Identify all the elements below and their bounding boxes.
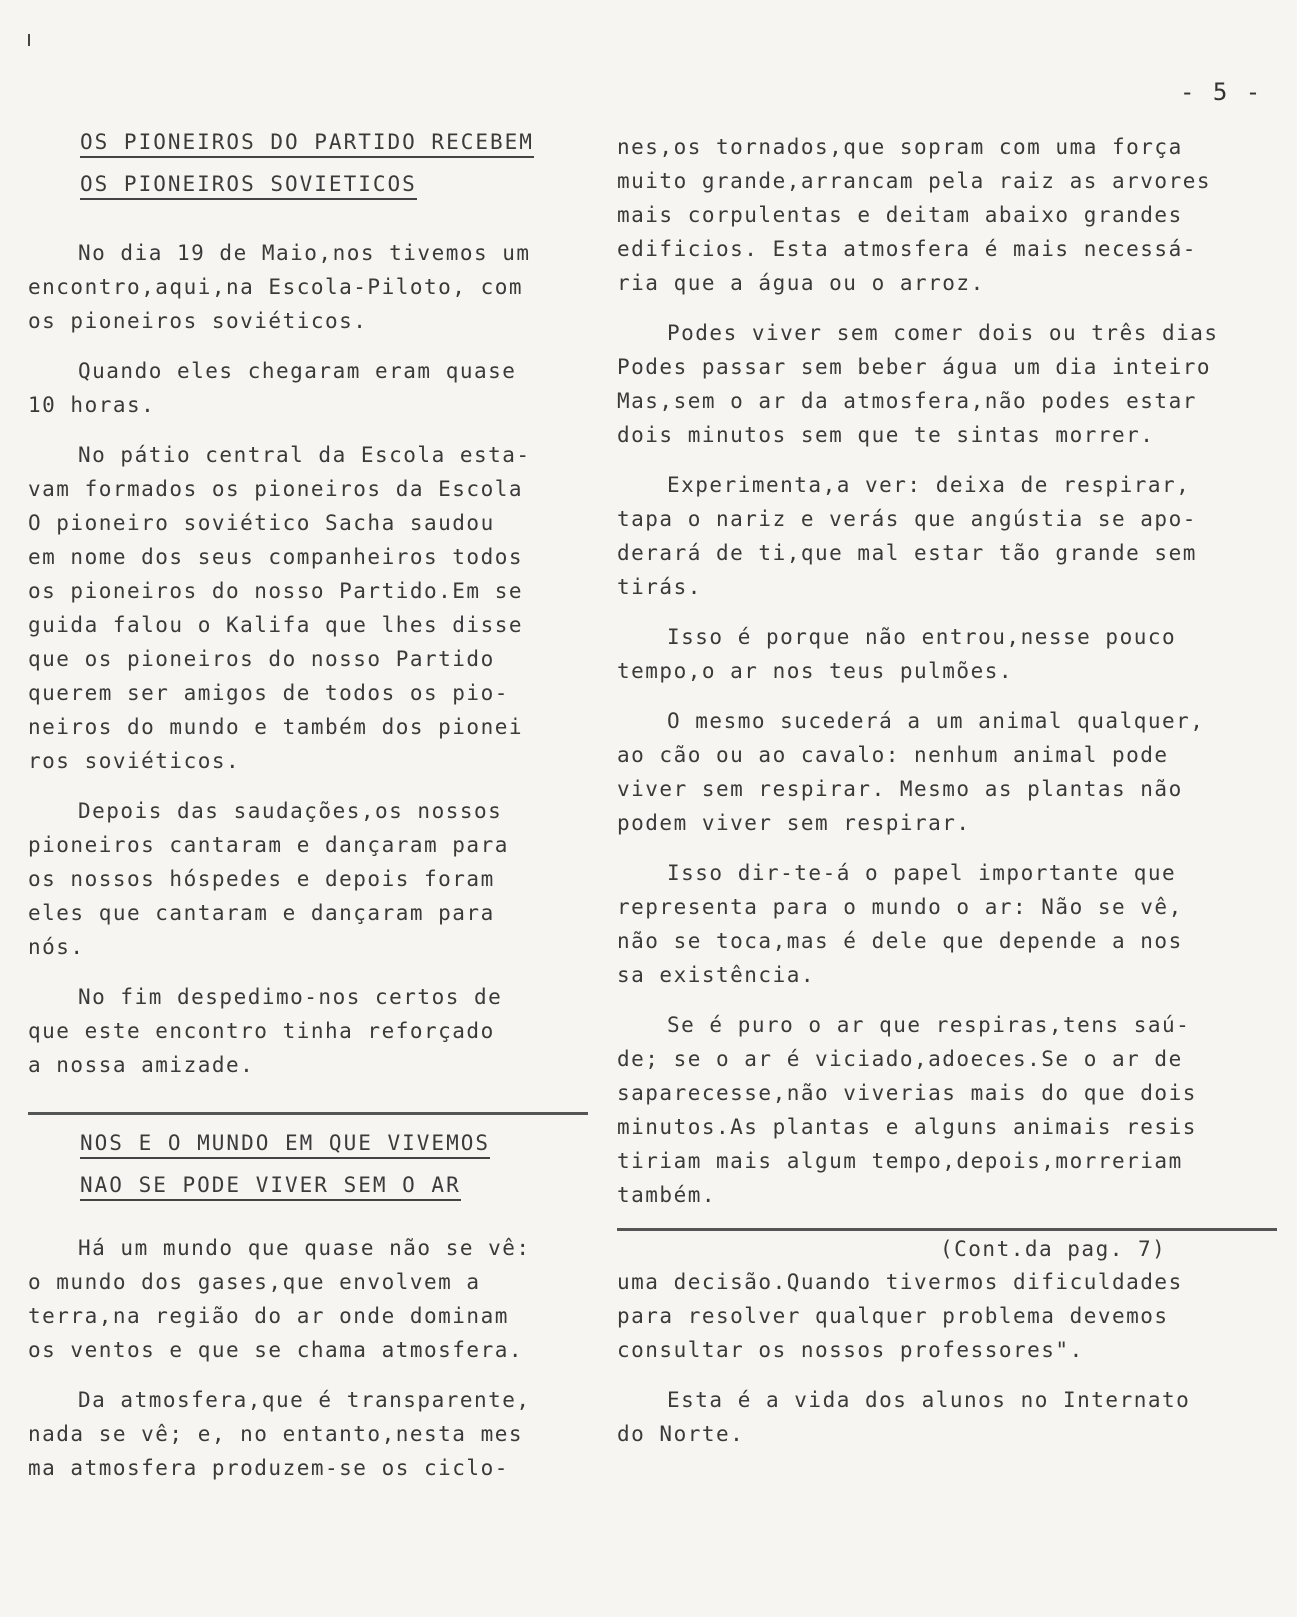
margin-mark [28,34,30,46]
right-column [617,130,1277,1467]
final-paragraph: Esta é a vida dos alunos no Internato do Norte. [617,1388,1191,1446]
left-column [28,130,588,1501]
paragraph: Depois das saudações,os nossos pioneiros cantaram e dançaram para os nossos hóspedes e depois foram eles que cantaram e dançaram para nós. [28,799,509,959]
section-divider [617,1228,1277,1231]
paragraph: Da atmosfera,que é transparente, nada se vê; e, no entanto,nesta mes ma atmosfera produzem-se os ciclo- [28,1388,531,1480]
paragraph: Experimenta,a ver: deixa de respirar, tapa o nariz e verás que angústia se apo- derará de ti,que mal estar tão grande sem tirás. [617,473,1197,599]
paragraph: No pátio central da Escola esta- vam formados os pioneiros da Escola O pioneiro soviético Sacha saudou em nome dos seus companheiros todos os pioneiros do nosso Partido.Em se guida falou o Kalifa que lhes disse que os pioneiros do nosso Partido querem ser amigos de todos os pio- neiros do mundo e também dos pionei ros soviéticos. [28,443,531,773]
article-heading-line2: OS PIONEIROS SOVIETICOS [80,172,417,200]
article-mundo [28,1131,588,1485]
continuation-paragraph: nes,os tornados,que sopram com uma força muito grande,arrancam pela raiz as arvores mais corpulentas e deitam abaixo grandes edificios. Esta atmosfera é mais necessá- ria que a água ou o arroz. [617,135,1212,295]
paragraph: No dia 19 de Maio,nos tivemos um encontro,aqui,na Escola-Piloto, com os pioneiros soviéticos. [28,241,531,333]
paragraph: Se é puro o ar que respiras,tens saú- de; se o ar é viciado,adoeces.Se o ar de saparecesse,não viverias mais do que dois minutos.As plantas e alguns animais resis tiriam mais algum tempo,depois,morreriam também. [617,1013,1197,1207]
paragraph: O mesmo sucederá a um animal qualquer, ao cão ou ao cavalo: nenhum animal pode viver sem respirar. Mesmo as plantas não podem viver sem respirar. [617,709,1205,835]
article-heading-line2: NAO SE PODE VIVER SEM O AR [80,1173,461,1201]
paragraph: Há um mundo que quase não se vê: o mundo dos gases,que envolvem a terra,na região do ar onde dominam os ventos e que se chama atmosfera. [28,1236,531,1362]
page-number: - 5 - [1180,78,1263,106]
continuation-reference: (Cont.da pag. 7) [940,1237,1167,1261]
paragraph: Isso é porque não entrou,nesse pouco tempo,o ar nos teus pulmões. [617,625,1177,683]
paragraph: Isso dir-te-á o papel importante que representa para o mundo o ar: Não se vê, não se toca,mas é dele que depende a nos sa existência. [617,861,1183,987]
article-heading-line1: NOS E O MUNDO EM QUE VIVEMOS [80,1131,490,1159]
paragraph: Podes viver sem comer dois ou três dias Podes passar sem beber água um dia inteiro Mas,sem o ar da atmosfera,não podes estar dois minutos sem que te sintas morrer. [617,321,1219,447]
continued-text: uma decisão.Quando tivermos dificuldades para resolver qualquer problema devemos consultar os nossos professores". [617,1270,1183,1362]
section-divider [28,1112,588,1115]
paragraph: No fim despedimo-nos certos de que este encontro tinha reforçado a nossa amizade. [28,985,503,1077]
article-heading-line1: OS PIONEIROS DO PARTIDO RECEBEM [80,130,534,158]
article-pioneiros [28,130,588,1082]
paragraph: Quando eles chegaram eram quase 10 horas. [28,359,517,417]
